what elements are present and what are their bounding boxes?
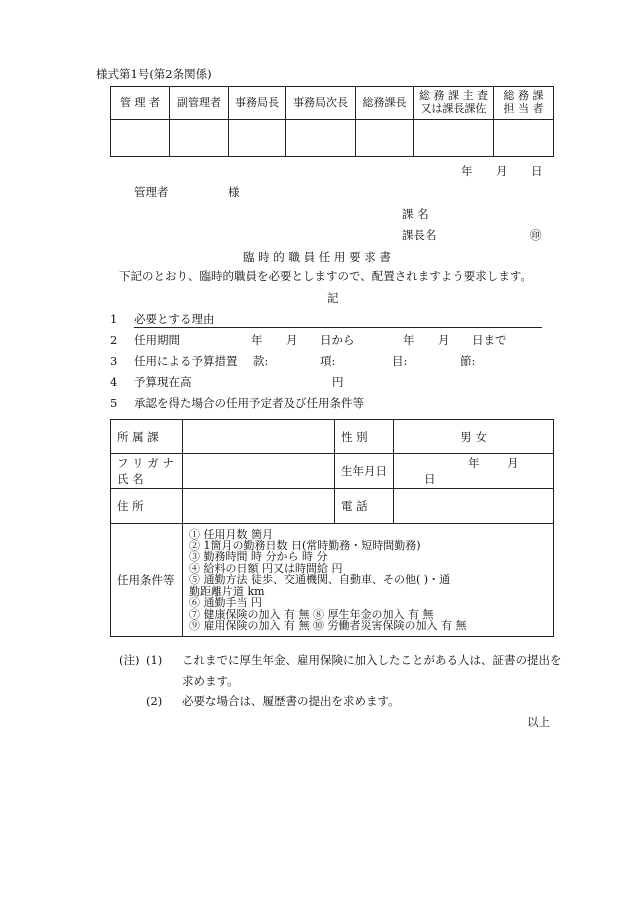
condition-item: ① 任用月数 箇月 [189,527,273,541]
stamp-cell[interactable] [356,120,414,157]
item4-yen: 円 [332,375,344,389]
note1-text-b: 求めます。 [182,674,239,688]
candidate-details-table [110,419,554,637]
item3-number: 3 [110,354,118,368]
address-input-cell[interactable] [183,489,335,524]
item3-kou: 項: [320,354,336,368]
condition-item: ② 1箇月の勤務日数 日(常時勤務・短時間勤務) [189,539,421,553]
conditions-label-cell [111,524,183,637]
item2-day2: 日まで [472,333,507,347]
condition-item: ⑥ 通勤手当 円 [189,596,262,610]
condition-item: ④ 給料の日額 円又は時間給 円 [189,561,343,575]
approval-header-jimukyokucho: 事務局長 [229,87,286,120]
intro-text: 下記のとおり、臨時的職員を必要としますので、配置されますよう要求します。 [119,269,532,283]
item4-number: 4 [110,375,118,389]
address-label-cell [111,489,183,524]
stamp-cell[interactable] [286,120,356,157]
phone-label-cell [335,489,394,524]
approval-header-somu-kacho: 総務課長 [356,87,414,120]
details-row-name [111,454,554,489]
item2-label: 任用期間 [134,333,180,347]
item1-number: 1 [110,312,118,326]
stamp-cell[interactable] [170,120,229,157]
note1-number: (1) [146,653,163,667]
details-row-address [111,489,554,524]
conditions-content-cell[interactable] [183,524,554,637]
details-row-conditions [111,524,554,637]
conditions-label: 任用条件等 [117,573,175,587]
note2-number: (2) [146,694,163,708]
seal-mark: ㊞ [530,228,542,242]
name-label-cell [111,454,183,489]
item3-moku: 目: [392,354,408,368]
item2-month2: 月 [438,333,450,347]
dept-label-cell [111,420,183,454]
note-label: (注) [119,653,140,667]
name-input-cell[interactable] [183,454,335,489]
item5-label: 承認を得た場合の任用予定者及び任用条件等 [134,396,364,410]
item2-number: 2 [110,333,118,347]
birth-label: 生年月日 [341,464,387,478]
condition-item: 勤距離片道 km [189,584,265,598]
birth-month: 月 [507,456,519,470]
sender-section: 課 名 [402,207,429,221]
item2-year1: 年 [251,333,263,347]
item4-label: 予算現在高 [134,375,192,389]
birth-label-cell [335,454,394,489]
dept-input-cell[interactable] [183,420,335,454]
phone-label: 電 話 [341,499,368,513]
dept-label: 所 属 課 [117,429,159,444]
birth-day: 日 [424,472,436,486]
approval-stamp-row [111,120,554,157]
details-row-dept [111,420,554,454]
approval-header-row [111,87,554,120]
note2-text: 必要な場合は、履歴書の提出を求めます。 [182,694,400,708]
item3-setsu: 節: [460,354,476,368]
document-title: 臨 時 的 職 員 任 用 要 求 書 [243,250,391,264]
stamp-cell[interactable] [414,120,494,157]
item2-month1: 月 [286,333,298,347]
condition-item: ⑤ 通勤方法 徒歩、交通機関、自動車、その他( )・通 [189,573,451,587]
item1-reason[interactable] [134,313,542,328]
item3-label: 任用による予算措置 [134,354,238,368]
date-day: 日 [531,164,543,178]
form-number: 様式第1号(第2条関係) [96,67,212,81]
gender-options: 男 女 [460,429,487,444]
item2-day1: 日から [320,333,355,347]
addressee-to: 管理者 [134,185,169,199]
condition-item: ③ 勤務時間 時 分から 時 分 [189,550,328,564]
item1-label: 必要とする理由 [134,312,215,326]
approval-header-fuku-kanrisha: 副管理者 [170,87,229,120]
approval-header-somu-tanto: 総 務 課 担 当 者 [494,87,554,120]
conditions-list [189,527,547,634]
approval-header-kanrisha: 管 理 者 [111,87,170,120]
gender-value-cell[interactable] [394,420,554,454]
date-month: 月 [496,164,508,178]
end-mark: 以上 [527,715,550,729]
date-year: 年 [461,164,473,178]
approval-header-somu-shusa: 総 務 課 主 査 又は課長課佐 [414,87,494,120]
approval-stamp-table [110,86,554,157]
item3-kan: 款: [253,354,269,368]
item5-number: 5 [110,396,118,410]
item2-year2: 年 [403,333,415,347]
sender-chief: 課長名 [402,228,437,242]
furigana-label: フ リ ガ ナ [117,456,174,470]
phone-input-cell[interactable] [394,489,554,524]
addressee-honorific: 様 [228,185,240,199]
name-label: 氏 名 [117,472,144,486]
gender-label-cell [335,420,394,454]
stamp-cell[interactable] [494,120,554,157]
birth-year: 年 [468,456,480,470]
approval-header-jimukyoku-jicho: 事務局次長 [286,87,356,120]
address-label: 住 所 [117,499,144,513]
stamp-cell[interactable] [229,120,286,157]
condition-item: ⑦ 健康保険の加入 有 無 ⑧ 厚生年金の加入 有 無 [189,607,434,621]
gender-label: 性 別 [341,429,368,444]
condition-item: ⑨ 雇用保険の加入 有 無 ⑩ 労働者災害保険の加入 有 無 [189,618,467,632]
note1-text-a: これまでに厚生年金、雇用保険に加入したことがある人は、証書の提出を [182,653,562,667]
birth-input-cell[interactable] [394,454,554,489]
ki-mark: 記 [327,291,339,305]
stamp-cell[interactable] [111,120,170,157]
